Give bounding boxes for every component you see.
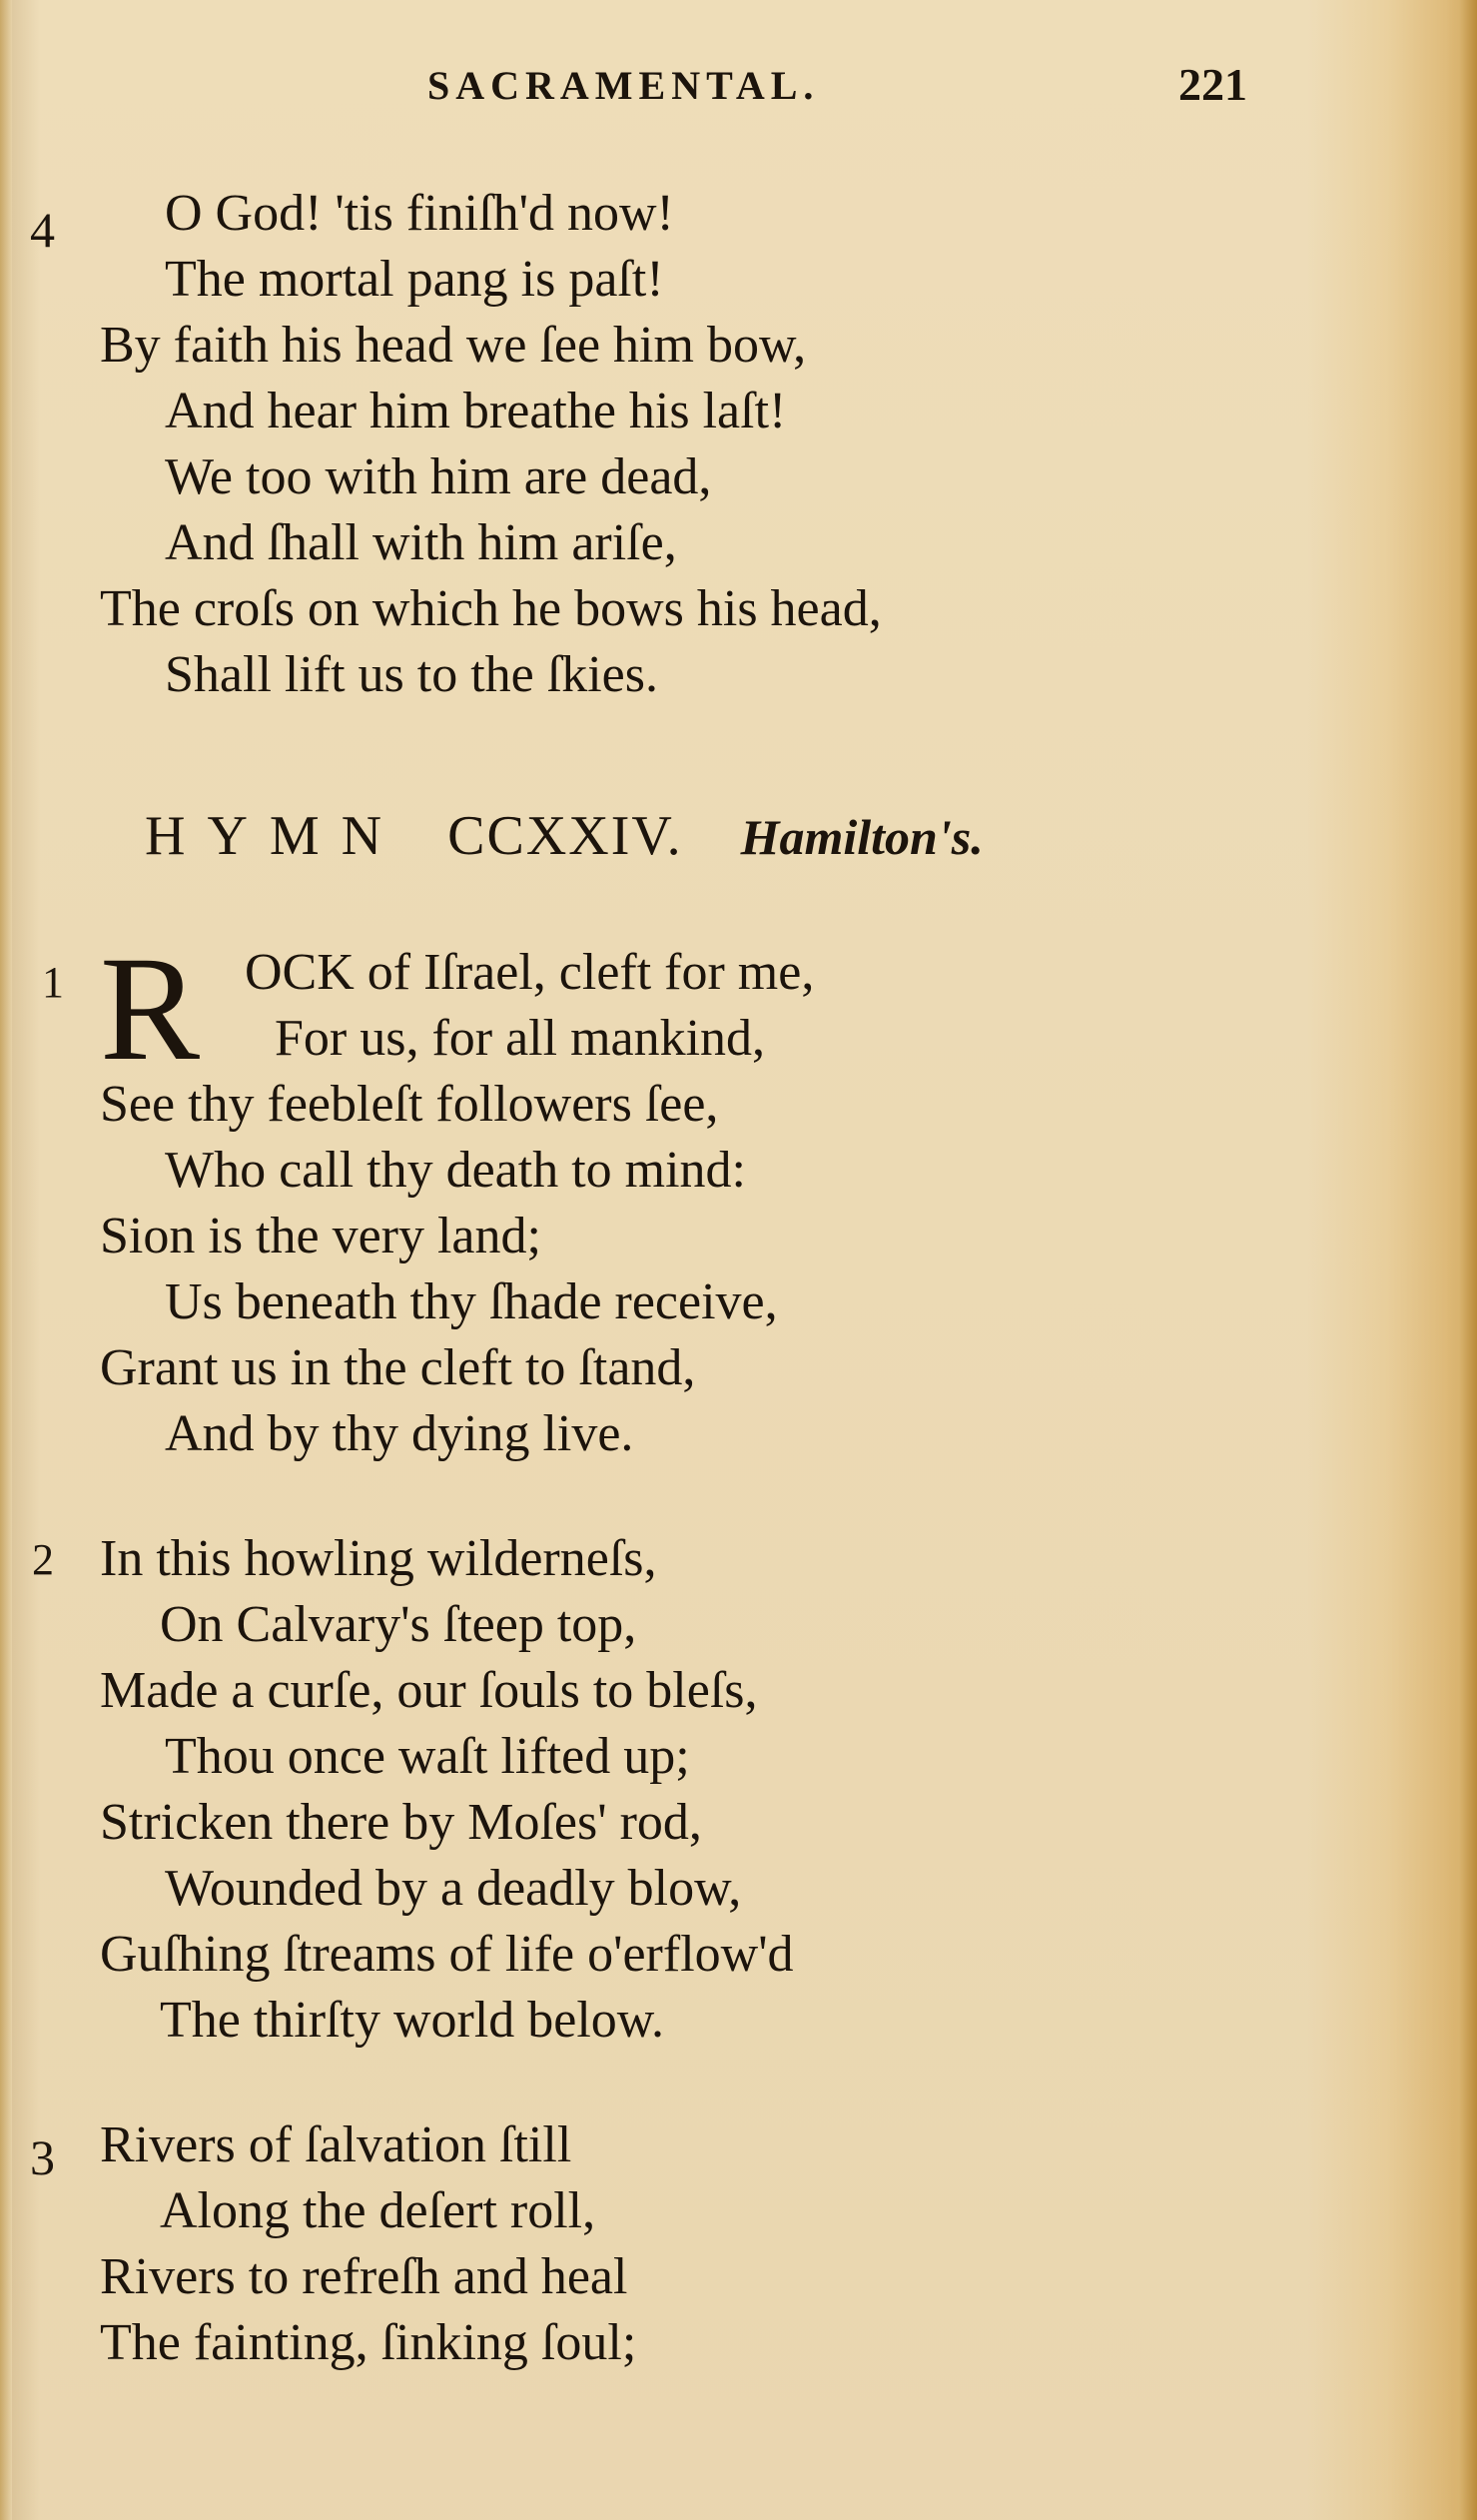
hymn-title-word: HYMN xyxy=(145,805,404,867)
verse-line: We too with him are dead, xyxy=(165,448,712,505)
page-number: 221 xyxy=(1178,59,1247,110)
stanza-number: 2 xyxy=(32,1535,54,1584)
verse-line: The thirſty world below. xyxy=(160,1992,664,2049)
verse-line: And ſhall with him ariſe, xyxy=(165,514,677,571)
verse-line: By faith his head we ſee him bow, xyxy=(100,317,807,374)
verse-line: Along the deſert roll, xyxy=(160,2182,596,2239)
verse-line: Thou once waſt lifted up; xyxy=(165,1728,690,1785)
verse-line: And by thy dying live. xyxy=(165,1405,634,1462)
verse-line: The fainting, ſinking ſoul; xyxy=(100,2314,637,2371)
verse-line: The mortal pang is paſt! xyxy=(165,251,664,308)
verse-line: Stricken there by Moſes' rod, xyxy=(100,1794,702,1851)
verse-line: And hear him breathe his laſt! xyxy=(165,383,787,439)
verse-line: Made a curſe, our ſouls to bleſs, xyxy=(100,1662,758,1719)
verse-line: Wounded by a deadly blow, xyxy=(165,1860,742,1917)
page-left-edge xyxy=(0,0,12,2520)
hymn-number: CCXXIV. xyxy=(447,805,683,867)
verse-line: The croſs on which he bows his head, xyxy=(100,580,882,637)
verse-line: On Calvary's ſteep top, xyxy=(160,1596,637,1653)
hymn-title xyxy=(145,804,984,868)
tune-name: Hamilton's. xyxy=(740,809,984,865)
verse-line: In this howling wilderneſs, xyxy=(100,1530,657,1587)
drop-cap: R xyxy=(100,926,201,1092)
page-right-edge xyxy=(1447,0,1477,2520)
verse-line: Grant us in the cleft to ſtand, xyxy=(100,1339,696,1396)
verse-line: Sion is the very land; xyxy=(100,1208,541,1264)
verse-line: See thy feebleſt followers ſee, xyxy=(100,1076,719,1133)
stanza-number: 4 xyxy=(30,202,55,258)
stanza-number: 1 xyxy=(42,958,64,1007)
verse-line: O God! 'tis finiſh'd now! xyxy=(165,185,674,242)
verse-line: Shall lift us to the ſkies. xyxy=(165,646,658,703)
stanza-number: 3 xyxy=(30,2129,55,2185)
verse-line: Who call thy death to mind: xyxy=(165,1142,746,1199)
running-head: SACRAMENTAL. xyxy=(427,63,820,108)
verse-line: OCK of Iſrael, cleft for me, xyxy=(245,944,815,1001)
verse-line: Guſhing ſtreams of life o'erflow'd xyxy=(100,1926,794,1983)
verse-line: Rivers of ſalvation ſtill xyxy=(100,2116,572,2173)
verse-line: For us, for all mankind, xyxy=(275,1010,766,1067)
verse-line: Us beneath thy ſhade receive, xyxy=(165,1273,778,1330)
verse-line: Rivers to refreſh and heal xyxy=(100,2248,628,2305)
